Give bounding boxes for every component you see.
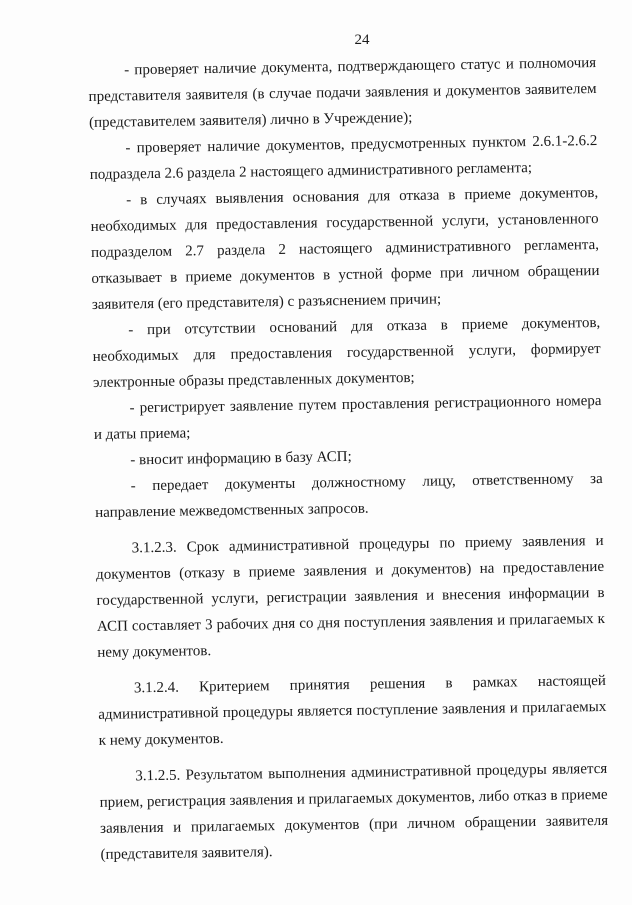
paragraph-3-1-2-3: 3.1.2.3. Срок административной процедуры по приему заявления и документов (отказу в приеме заявления и документов) на предоставление государственной услуги, регистрации заявления и внесения информации в АСП составляет 3 рабочих дня со дня поступления заявления и прилагаемых к нему документов. (95, 532, 606, 661)
paragraph-enter-asp: - вносит информацию в базу АСП; (130, 448, 352, 469)
paragraph-refusal-grounds: - в случаях выявления основания для отказа в приеме документов, необходимых для предоставления государственной услуги, установленного подразделом 2.7 раздела 2 настоящего административного регламента, отказывает в приеме документов в устной форме при личном обращении заявителя (его представителя) с разъяснением причин; (90, 185, 600, 313)
document-body (88, 50, 609, 868)
paragraph-form-electronic-images: - при отсутствии оснований для отказа в приеме документов, необходимых для предоставления государственной услуги, формирует электронные образы представленных документов; (92, 314, 601, 391)
paragraph-3-1-2-4: 3.1.2.4. Критерием принятия решения в рамках настоящей административной процедуры является поступление заявления и прилагаемых к нему документов. (98, 672, 607, 749)
page-number: 24 (354, 32, 370, 48)
paragraph-register-application: - регистрирует заявление путем проставления регистрационного номера и даты приема; (93, 392, 602, 443)
paragraph-check-representative-status: - проверяет наличие документа, подтверждающего статус и полномочия представителя заявителя (в случае подачи заявления и документов заявителем (представителем заявителя) лично в Учреждение); (88, 55, 597, 131)
paragraph-transfer-documents: - передает документы должностному лицу, ответственному за направление межведомственных запросов. (95, 470, 603, 521)
paragraph-check-documents: - проверяет наличие документов, предусмотренных пунктом 2.6.1-2.6.2 подраздела 2.6 раздела 2 настоящего административного регламента; (89, 133, 598, 183)
paragraph-3-1-2-5: 3.1.2.5. Результатом выполнения административной процедуры является прием, регистрация заявления и прилагаемых документов, либо отказ в приеме заявления и прилагаемых документов (при личном обращении заявителя (представителя заявителя). (99, 760, 609, 863)
